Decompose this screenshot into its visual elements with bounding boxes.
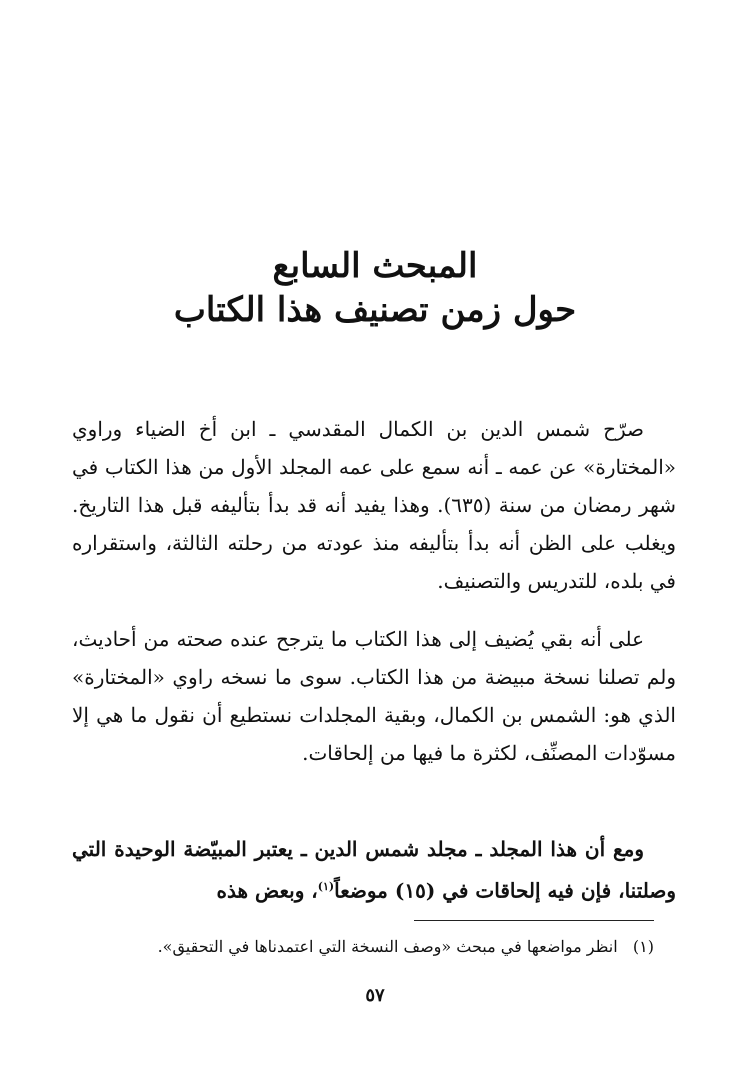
page-number: ٥٧: [365, 985, 385, 1006]
paragraph-1: [72, 410, 676, 600]
paragraph-3-text: ومع أن هذا المجلد ـ مجلد شمس الدين ـ يعتبر المبيّضة الوحيدة التي وصلتنا، فإن فيه إلحاقات في (١٥) موضعاً: [72, 837, 676, 903]
chapter-title: المبحث السابع: [272, 246, 478, 286]
paragraph-2-text: على أنه بقي يُضيف إلى هذا الكتاب ما يترجح عنده صحته من أحاديث، ولم تصلنا نسخة مبيضة من هذا الكتاب. سوى ما نسخه راوي «المختارة» الذي هو: الشمس بن الكمال، وبقية المجلدات نستطيع أن نقول ما هي إلا مسوّدات المصنِّف، لكثرة ما فيها من إلحاقات.: [72, 627, 676, 765]
footnote-divider: [414, 920, 654, 921]
paragraph-3-text-end: ، وبعض هذه: [216, 878, 318, 903]
paragraph-2: [72, 620, 676, 772]
footnote-marker: (١): [632, 937, 654, 956]
paragraph-3: [72, 830, 676, 910]
footnote: [72, 933, 654, 961]
paragraph-1-text: صرّح شمس الدين بن الكمال المقدسي ـ ابن أخ الضياء وراوي «المختارة» عن عمه ـ أنه سمع على عمه المجلد الأول من هذا الكتاب في شهر رمضان من سنة (٦٣٥). وهذا يفيد أنه قد بدأ بتأليفه قبل هذا التاريخ. ويغلب على الظن أنه بدأ بتأليفه منذ عودته من رحلته الثالثة، واستقراره في بلده، للتدريس والتصنيف.: [72, 417, 676, 593]
chapter-subtitle: حول زمن تصنيف هذا الكتاب: [173, 290, 577, 330]
footnote-text: انظر مواضعها في مبحث «وصف النسخة التي اعتمدناها في التحقيق».: [157, 937, 618, 956]
footnote-reference[interactable]: (١): [317, 880, 335, 893]
